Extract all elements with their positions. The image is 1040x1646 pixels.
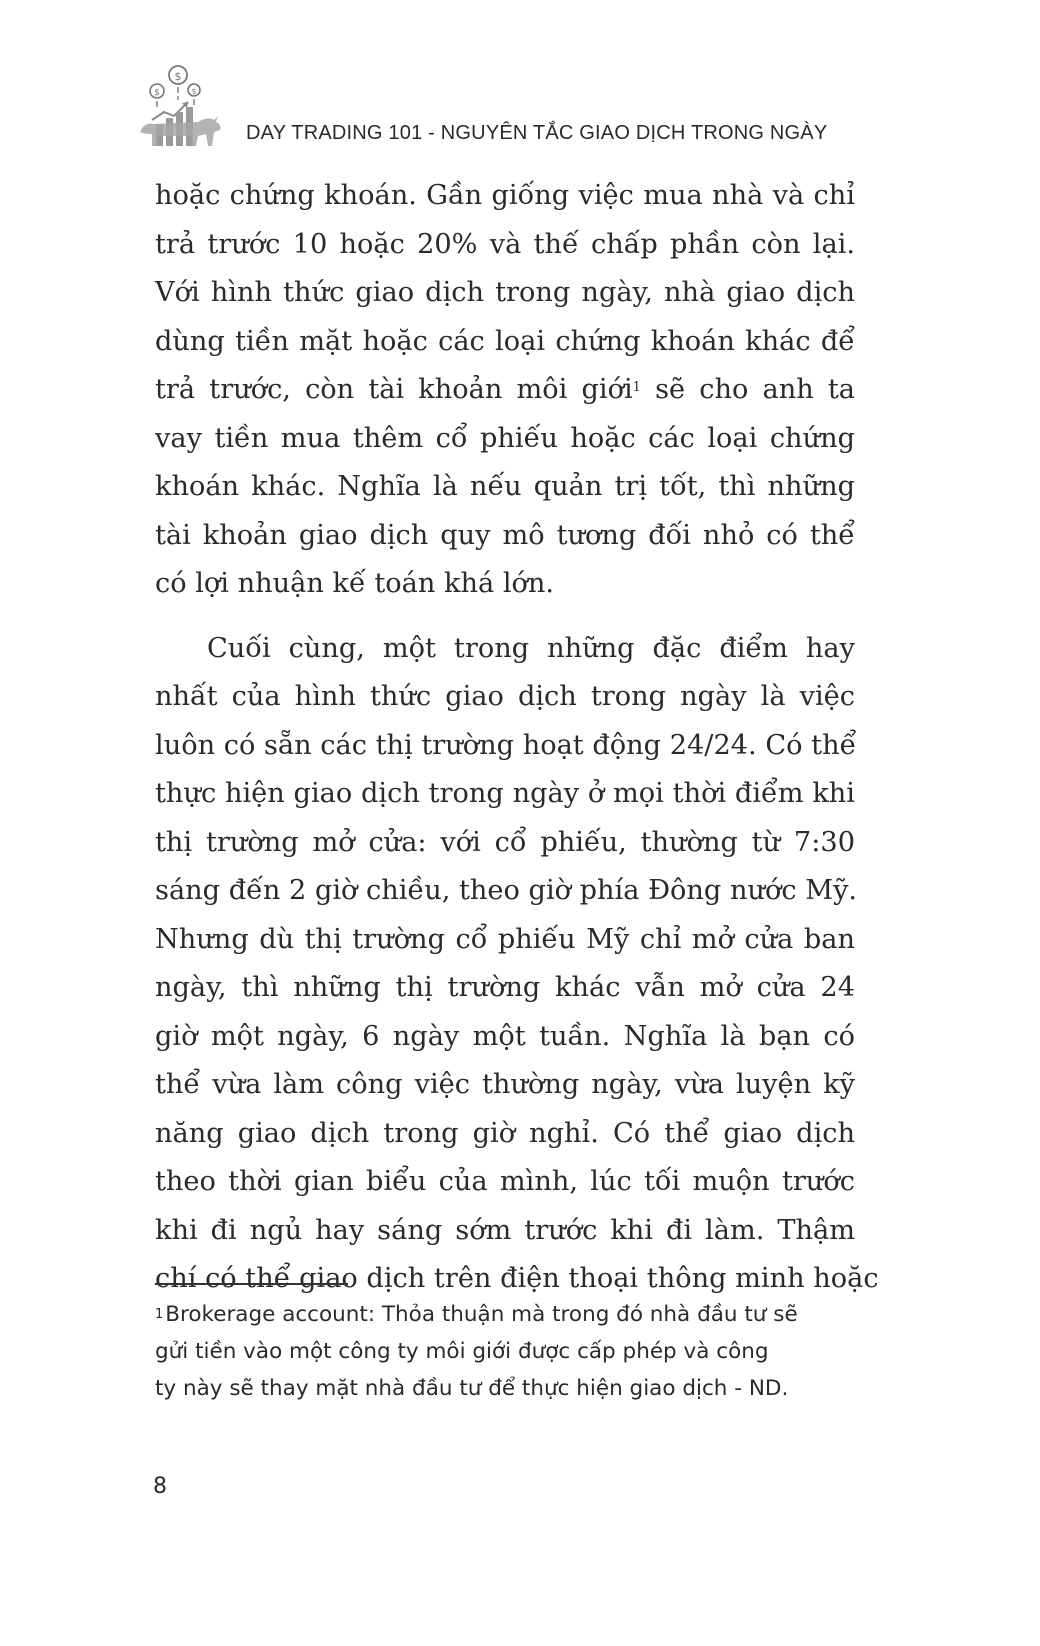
text-line: thực hiện giao dịch trong ngày ở mọi thời điểm khi	[155, 778, 855, 809]
text-line: dùng tiền mặt hoặc các loại chứng khoán khác để	[155, 325, 855, 357]
text-line: hoặc chứng khoán. Gần giống việc mua nhà và chỉ	[155, 180, 855, 211]
text-line: ngày, thì những thị trường khác vẫn mở cửa 24	[155, 972, 855, 1003]
footnote-marker: 1	[155, 1307, 164, 1322]
text-line: Nhưng dù thị trường cổ phiếu Mỹ chỉ mở cửa ban	[155, 923, 855, 955]
text-segment: trả trước, còn tài khoản môi giới	[155, 374, 633, 405]
text-line-with-footnote	[155, 366, 855, 415]
svg-text:$: $	[174, 70, 182, 83]
text-line: khi đi ngủ hay sáng sớm trước khi đi làm. Thậm	[155, 1214, 855, 1246]
text-segment: sẽ cho anh ta	[655, 374, 855, 405]
text-line: có lợi nhuận kế toán khá lớn.	[155, 568, 555, 599]
text-line: nhất của hình thức giao dịch trong ngày là việc	[155, 681, 855, 712]
text-line: Cuối cùng, một trong những đặc điểm hay	[207, 632, 855, 664]
footnote	[155, 1296, 855, 1407]
svg-text:$: $	[154, 88, 160, 98]
footnote-line: gửi tiền vào một công ty môi giới được cấp phép và công	[155, 1339, 769, 1364]
text-line: chí có thể giao dịch trên điện thoại thông minh hoặc	[155, 1263, 879, 1294]
text-line: theo thời gian biểu của mình, lúc tối muộn trước	[155, 1166, 855, 1197]
body-text	[155, 172, 879, 1304]
text-line: Với hình thức giao dịch trong ngày, nhà giao dịch	[155, 277, 855, 308]
text-line: thể vừa làm công việc thường ngày, vừa luyện kỹ	[155, 1069, 855, 1100]
text-line: sáng đến 2 giờ chiều, theo giờ phía Đông nước Mỹ.	[155, 875, 858, 906]
bull-coins-chart-icon	[138, 60, 238, 155]
footnote-line: ty này sẽ thay mặt nhà đầu tư để thực hiện giao dịch - ND.	[155, 1376, 789, 1401]
text-line: khoán khác. Nghĩa là nếu quản trị tốt, thì những	[155, 471, 855, 502]
header-title: DAY TRADING 101 - NGUYÊN TẮC GIAO DỊCH TRONG NGÀY	[246, 122, 828, 144]
paragraph-1	[155, 172, 855, 609]
page-number: 8	[153, 1474, 167, 1499]
text-line: vay tiền mua thêm cổ phiếu hoặc các loại chứng	[155, 422, 855, 454]
paragraph-2	[155, 625, 879, 1304]
running-header	[138, 60, 898, 155]
footnote-text: Brokerage account: Thỏa thuận mà trong đó nhà đầu tư sẽ	[165, 1302, 798, 1327]
footnote-line	[155, 1296, 855, 1333]
footnote-divider	[155, 1283, 348, 1285]
text-line: năng giao dịch trong giờ nghỉ. Có thể giao dịch	[155, 1117, 855, 1149]
text-line: trả trước 10 hoặc 20% và thế chấp phần còn lại.	[155, 228, 855, 260]
text-line: tài khoản giao dịch quy mô tương đối nhỏ có thể	[155, 519, 855, 551]
svg-text:$: $	[191, 87, 197, 96]
text-line: luôn có sẵn các thị trường hoạt động 24/24. Có thể	[155, 729, 857, 761]
text-line: thị trường mở cửa: với cổ phiếu, thường từ 7:30	[155, 826, 855, 858]
footnote-reference: 1	[632, 380, 641, 395]
text-line: giờ một ngày, 6 ngày một tuần. Nghĩa là bạn có	[155, 1020, 855, 1052]
